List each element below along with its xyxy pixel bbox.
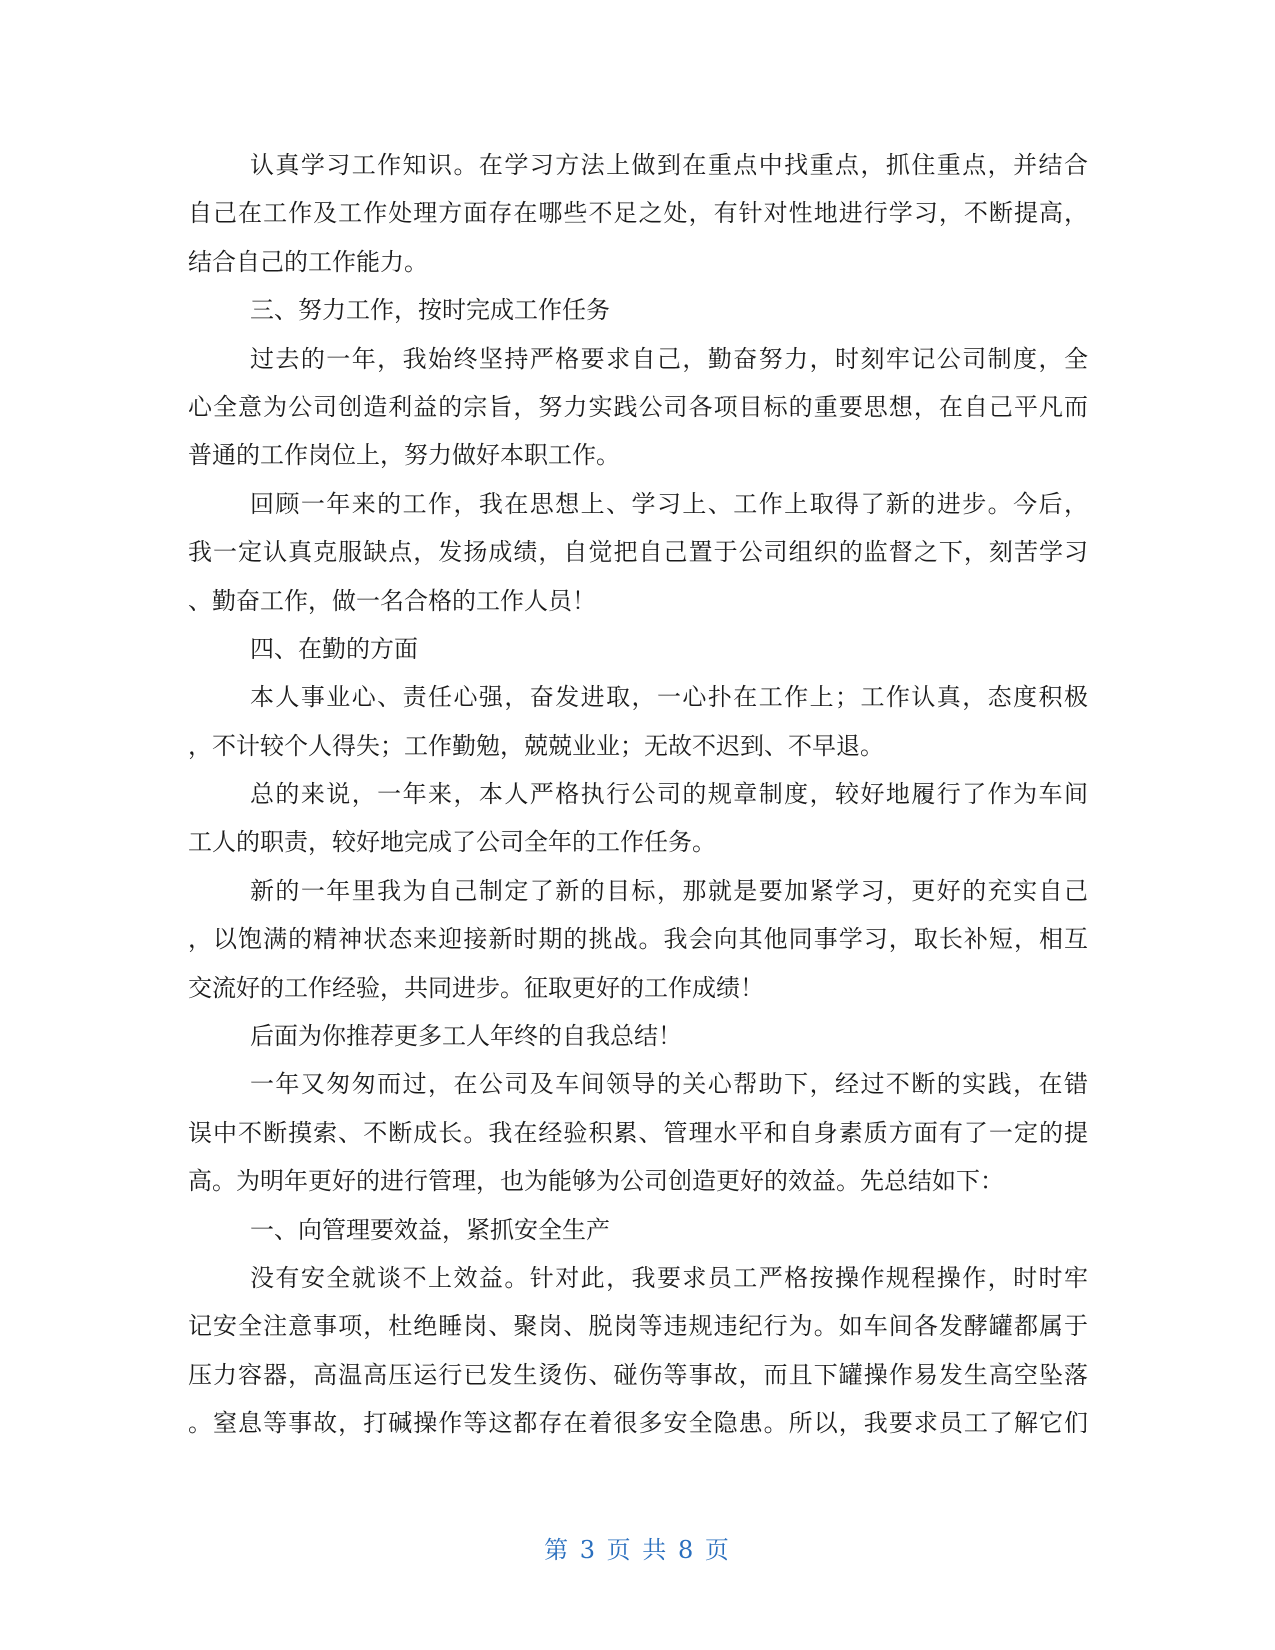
paragraph-line: ，以饱满的精神状态来迎接新时期的挑战。我会向其他同事学习，取长补短，相互	[188, 925, 1088, 954]
paragraph-line: 。窒息等事故，打碱操作等这都存在着很多安全隐患。所以，我要求员工了解它们	[188, 1409, 1088, 1438]
paragraph-line: 交流好的工作经验，共同进步。征取更好的工作成绩！	[188, 973, 764, 1002]
paragraph-line: 四、在勤的方面	[250, 634, 418, 663]
paragraph-line: 高。为明年更好的进行管理，也为能够为公司创造更好的效益。先总结如下：	[188, 1167, 1004, 1196]
paragraph-line: 总的来说，一年来，本人严格执行公司的规章制度，较好地履行了作为车间	[250, 780, 1088, 809]
document-body	[188, 141, 1088, 1448]
paragraph-line: 、勤奋工作，做一名合格的工作人员！	[188, 586, 596, 615]
paragraph-line: 我一定认真克服缺点，发扬成绩，自觉把自己置于公司组织的监督之下，刻苦学习	[188, 538, 1088, 567]
paragraph-line: 自己在工作及工作处理方面存在哪些不足之处，有针对性地进行学习，不断提高，	[188, 199, 1088, 228]
paragraph-line: 误中不断摸索、不断成长。我在经验积累、管理水平和自身素质方面有了一定的提	[188, 1118, 1088, 1147]
paragraph-line: 本人事业心、责任心强，奋发进取，一心扑在工作上；工作认真，态度积极	[250, 683, 1088, 712]
paragraph-line: 工人的职责，较好地完成了公司全年的工作任务。	[188, 828, 716, 857]
paragraph-line: 结合自己的工作能力。	[188, 247, 428, 276]
page-number: 第 3 页 共 8 页	[544, 1536, 731, 1564]
paragraph-line: 回顾一年来的工作，我在思想上、学习上、工作上取得了新的进步。今后，	[250, 489, 1088, 518]
paragraph-line: 心全意为公司创造利益的宗旨，努力实践公司各项目标的重要思想，在自己平凡而	[188, 392, 1088, 421]
paragraph-line: 后面为你推荐更多工人年终的自我总结！	[250, 1022, 682, 1051]
paragraph-line: 一年又匆匆而过，在公司及车间领导的关心帮助下，经过不断的实践，在错	[250, 1070, 1088, 1099]
paragraph-line: 压力容器，高温高压运行已发生烫伤、碰伤等事故，而且下罐操作易发生高空坠落	[188, 1360, 1088, 1389]
paragraph-line: 三、努力工作，按时完成工作任务	[250, 296, 610, 325]
paragraph-line: 记安全注意事项，杜绝睡岗、聚岗、脱岗等违规违纪行为。如车间各发酵罐都属于	[188, 1312, 1088, 1341]
paragraph-line: 认真学习工作知识。在学习方法上做到在重点中找重点，抓住重点，并结合	[250, 151, 1088, 179]
paragraph-line: 新的一年里我为自己制定了新的目标，那就是要加紧学习，更好的充实自己	[250, 876, 1088, 905]
paragraph-line: 一、向管理要效益，紧抓安全生产	[250, 1215, 610, 1244]
paragraph-line: 没有安全就谈不上效益。针对此，我要求员工严格按操作规程操作，时时牢	[250, 1263, 1088, 1292]
paragraph-line: 过去的一年，我始终坚持严格要求自己，勤奋努力，时刻牢记公司制度，全	[250, 344, 1088, 373]
paragraph-line: 普通的工作岗位上，努力做好本职工作。	[188, 441, 620, 470]
paragraph-line: ，不计较个人得失；工作勤勉，兢兢业业；无故不迟到、不早退。	[188, 731, 884, 760]
